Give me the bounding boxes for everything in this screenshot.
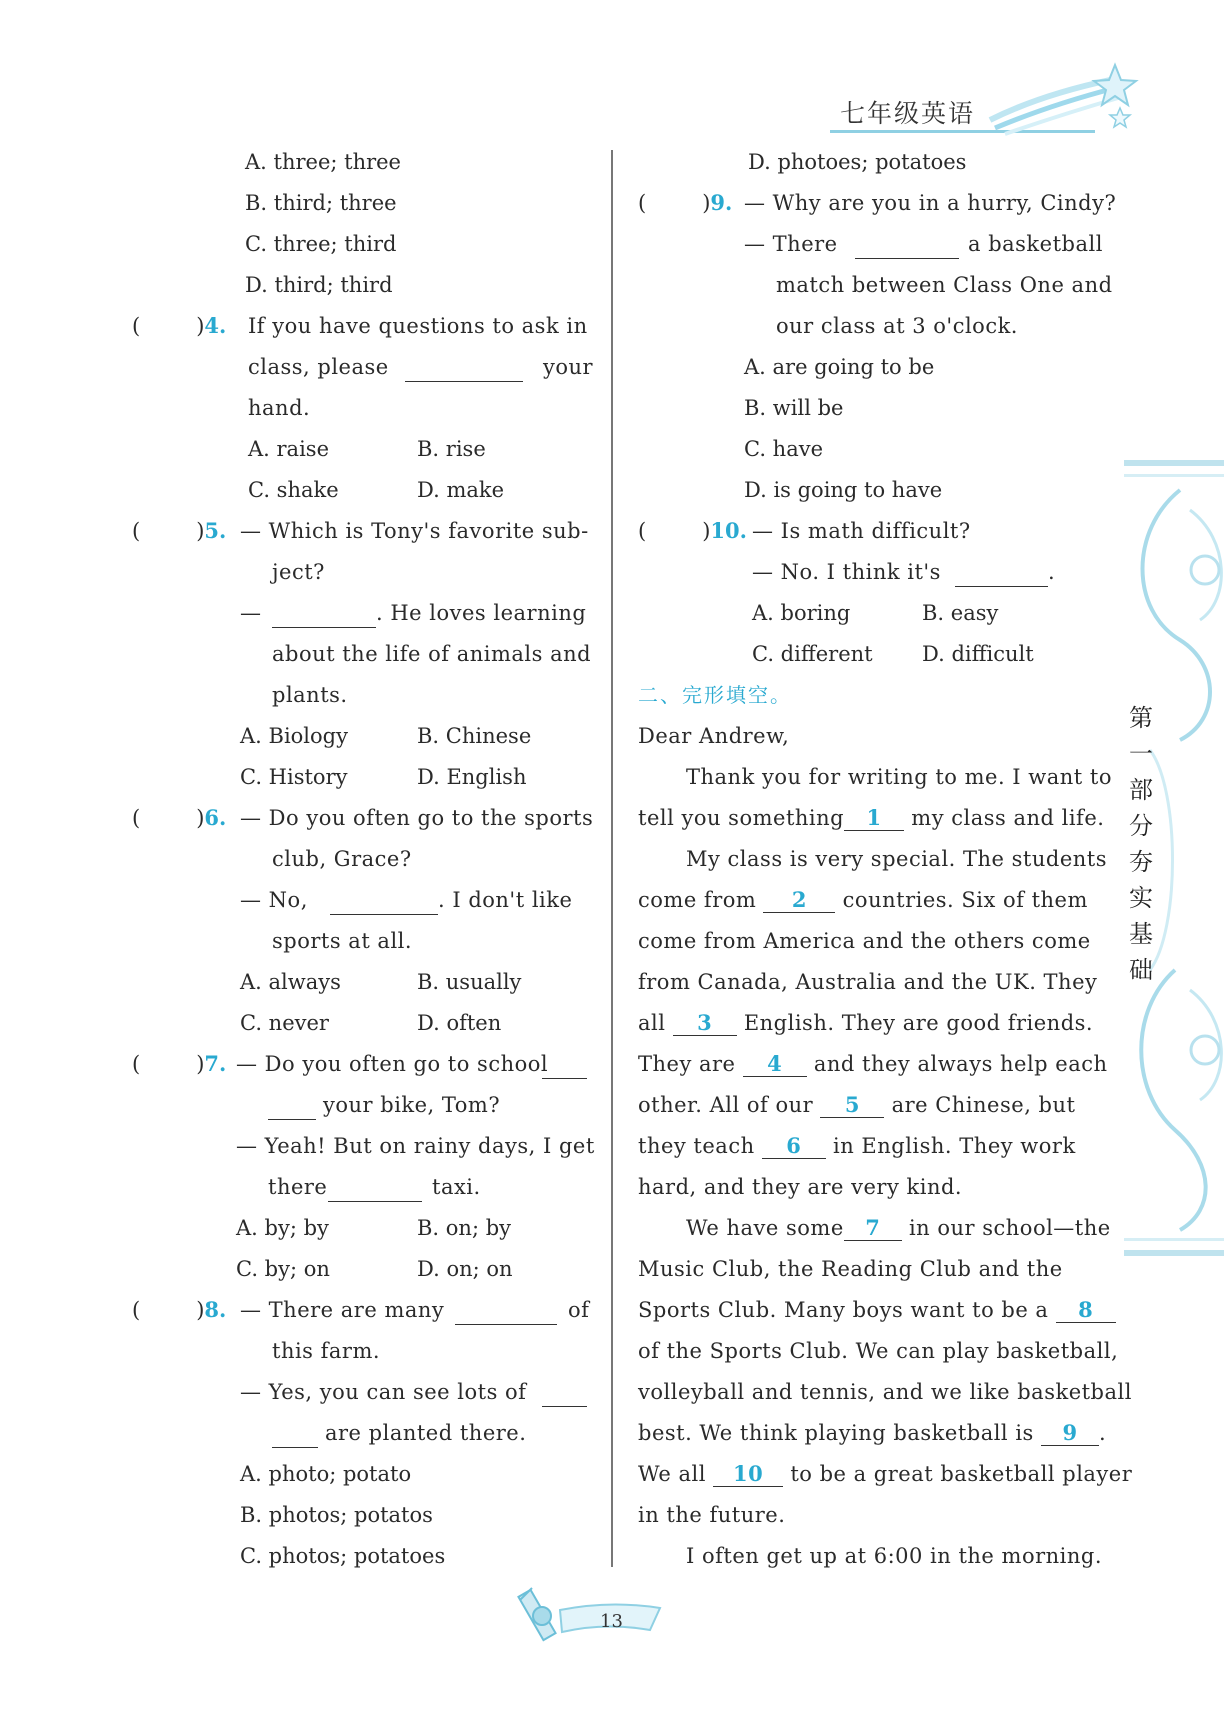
passage-line: hard, and they are very kind.: [638, 1175, 963, 1199]
cloze-blank[interactable]: 6: [762, 1134, 826, 1159]
passage-line: [638, 1459, 1132, 1489]
cloze-blank[interactable]: 8: [1056, 1298, 1116, 1323]
q5-line2: ject?: [272, 560, 325, 584]
passage-text: best. We think playing basketball is: [638, 1421, 1034, 1445]
q5-option-b[interactable]: B. Chinese: [417, 724, 532, 748]
q8-line4: are planted there.: [325, 1421, 527, 1445]
side-char: 部: [1129, 776, 1153, 804]
page-header: [830, 90, 1150, 140]
q10-option-a[interactable]: A. boring: [752, 601, 851, 625]
q8-option-d[interactable]: D. photoes; potatoes: [748, 150, 967, 174]
answer-paren-q6[interactable]: ( )6.: [132, 805, 227, 830]
q7-line2: your bike, Tom?: [323, 1093, 501, 1117]
passage-text: Sports Club. Many boys want to be a: [638, 1298, 1049, 1322]
passage-line: come from America and the others come: [638, 929, 1091, 953]
question-number: 9.: [710, 190, 733, 215]
cloze-blank[interactable]: 2: [763, 888, 835, 913]
q6-option-b[interactable]: B. usually: [417, 970, 522, 994]
q6-option-c[interactable]: C. never: [240, 1011, 329, 1035]
q4-line1: If you have questions to ask in: [248, 314, 588, 338]
answer-paren-q5[interactable]: ( )5.: [132, 518, 227, 543]
side-char: 第: [1129, 704, 1153, 732]
q10-option-c[interactable]: C. different: [752, 642, 873, 666]
answer-paren-q10[interactable]: ( )10.: [638, 518, 747, 543]
passage-line: [686, 1213, 1111, 1243]
q7-option-c[interactable]: C. by; on: [236, 1257, 330, 1281]
answer-paren-q4[interactable]: ( )4.: [132, 313, 227, 338]
q5-line3: . He loves learning: [376, 601, 587, 625]
answer-blank[interactable]: [955, 564, 1048, 587]
q9-line1: — Why are you in a hurry, Cindy?: [744, 191, 1117, 215]
passage-text: all: [638, 1011, 666, 1035]
answer-blank[interactable]: [542, 1056, 587, 1079]
q4-option-a[interactable]: A. raise: [248, 437, 329, 461]
question-number: 7.: [204, 1051, 227, 1076]
answer-blank[interactable]: [330, 892, 438, 915]
passage-text: to be a great basketball player: [790, 1462, 1133, 1486]
q3-option-a[interactable]: A. three; three: [245, 150, 401, 174]
passage-line: [638, 1008, 1093, 1038]
q3-option-d[interactable]: D. third; third: [245, 273, 393, 297]
q5-line5: plants.: [272, 683, 348, 707]
passage-text: English. They are good friends.: [743, 1011, 1094, 1035]
passage-line: from Canada, Australia and the UK. They: [638, 970, 1098, 994]
side-section-label: [1126, 700, 1156, 988]
answer-paren-q9[interactable]: ( )9.: [638, 190, 733, 215]
q8-line1: — There are many: [240, 1298, 445, 1322]
passage-line: [638, 1295, 1116, 1325]
passage-line: [638, 1418, 1106, 1448]
q8-option-c[interactable]: C. photos; potatoes: [240, 1544, 446, 1568]
q3-option-b[interactable]: B. third; three: [245, 191, 397, 215]
question-number: 4.: [204, 313, 227, 338]
satellite-icon: [510, 1580, 670, 1650]
q4-option-b[interactable]: B. rise: [417, 437, 486, 461]
answer-blank[interactable]: [405, 359, 523, 382]
question-number: 6.: [204, 805, 227, 830]
answer-blank[interactable]: [272, 1425, 318, 1448]
passage-line: in the future.: [638, 1503, 786, 1527]
q9-line3: match between Class One and: [776, 273, 1113, 297]
passage-text: my class and life.: [911, 806, 1105, 830]
q10-option-b[interactable]: B. easy: [922, 601, 999, 625]
cloze-blank[interactable]: 10: [713, 1462, 783, 1487]
q4-line2: [248, 352, 389, 382]
q4-text: class, please: [248, 355, 389, 379]
q6-line1: — Do you often go to the sports: [240, 806, 594, 830]
q4-line3: hand.: [248, 396, 311, 420]
q6-line3: — No,: [240, 888, 308, 912]
passage-text: come from: [638, 888, 757, 912]
question-number: 5.: [204, 518, 227, 543]
passage-text: We have some: [686, 1216, 844, 1240]
q3-option-c[interactable]: C. three; third: [245, 232, 397, 256]
side-char: 夯: [1129, 848, 1153, 876]
answer-blank[interactable]: [855, 236, 959, 259]
side-char: 实: [1129, 884, 1153, 912]
q7-line4-end: taxi.: [432, 1175, 481, 1199]
page-number: 13: [600, 1611, 623, 1632]
q9-option-b[interactable]: B. will be: [744, 396, 844, 420]
q9-option-d[interactable]: D. is going to have: [744, 478, 943, 502]
q9-line2: — There: [744, 232, 838, 256]
passage-text: and they always help each: [813, 1052, 1108, 1076]
q8-line3: — Yes, you can see lots of: [240, 1380, 527, 1404]
q7-option-d[interactable]: D. on; on: [417, 1257, 513, 1281]
passage-line: [638, 803, 1104, 833]
passage-line: Thank you for writing to me. I want to: [686, 765, 1112, 789]
passage-line: [638, 1131, 1076, 1161]
header-title: 七年级英语: [840, 99, 976, 128]
q10-line1: — Is math difficult?: [752, 519, 971, 543]
q4-line2-end: your: [543, 355, 594, 379]
passage-text: are Chinese, but: [891, 1093, 1076, 1117]
q9-line2-end: a basketball: [968, 232, 1103, 256]
passage-text: in our school—the: [908, 1216, 1111, 1240]
q6-line4: sports at all.: [272, 929, 413, 953]
answer-paren-q8[interactable]: ( )8.: [132, 1297, 227, 1322]
answer-blank[interactable]: [328, 1179, 422, 1202]
cloze-blank[interactable]: 5: [820, 1093, 884, 1118]
shooting-star-icon: [980, 60, 1140, 140]
cloze-blank[interactable]: 4: [743, 1052, 807, 1077]
passage-text: in English. They work: [832, 1134, 1076, 1158]
passage-line: [638, 1049, 1108, 1079]
q8-line2: this farm.: [272, 1339, 381, 1363]
answer-blank[interactable]: [272, 605, 376, 628]
passage-text: they teach: [638, 1134, 755, 1158]
q10-line2-end: .: [1048, 560, 1056, 584]
passage-line: [638, 1090, 1075, 1120]
side-char: 分: [1129, 812, 1153, 840]
side-char: 础: [1129, 956, 1153, 984]
q10-option-d[interactable]: D. difficult: [922, 642, 1034, 666]
passage-line: [638, 885, 1088, 915]
q7-line3: — Yeah! But on rainy days, I get: [236, 1134, 595, 1158]
letter-greeting: Dear Andrew,: [638, 724, 790, 748]
passage-line: of the Sports Club. We can play basketball,: [638, 1339, 1119, 1363]
question-number: 8.: [204, 1297, 227, 1322]
question-number: 10.: [710, 518, 747, 543]
q6-line3-end: . I don't like: [438, 888, 573, 912]
q5-dash: —: [240, 601, 262, 625]
q10-line2: — No. I think it's: [752, 560, 941, 584]
q8-option-a[interactable]: A. photo; potato: [240, 1462, 412, 1486]
q8-option-b[interactable]: B. photos; potatos: [240, 1503, 433, 1527]
passage-line: My class is very special. The students: [686, 847, 1108, 871]
q7-option-b[interactable]: B. on; by: [417, 1216, 512, 1240]
passage-text: tell you something: [638, 806, 845, 830]
side-char: 基: [1129, 920, 1153, 948]
cloze-blank[interactable]: 7: [844, 1216, 902, 1241]
q7-option-a[interactable]: A. by; by: [236, 1216, 329, 1240]
q6-option-a[interactable]: A. always: [240, 970, 341, 994]
q4-option-d[interactable]: D. make: [417, 478, 505, 502]
passage-line: I often get up at 6:00 in the morning.: [686, 1544, 1103, 1568]
q9-option-c[interactable]: C. have: [744, 437, 824, 461]
q5-line1: — Which is Tony's favorite sub-: [240, 519, 589, 543]
q7-line1: — Do you often go to school: [236, 1052, 549, 1076]
side-char: 一: [1129, 740, 1153, 768]
q9-option-a[interactable]: A. are going to be: [744, 355, 935, 379]
answer-paren-q7[interactable]: ( )7.: [132, 1051, 227, 1076]
passage-text: We all: [638, 1462, 706, 1486]
answer-blank[interactable]: [268, 1097, 316, 1120]
answer-blank[interactable]: [455, 1302, 557, 1325]
passage-text: They are: [638, 1052, 736, 1076]
q9-line4: our class at 3 o'clock.: [776, 314, 1018, 338]
cloze-blank[interactable]: 9: [1041, 1421, 1099, 1446]
answer-blank[interactable]: [542, 1384, 587, 1407]
q7-line4: there: [268, 1175, 328, 1199]
q6-option-d[interactable]: D. often: [417, 1011, 502, 1035]
passage-text: countries. Six of them: [842, 888, 1088, 912]
passage-text: .: [1099, 1421, 1107, 1445]
q5-option-a[interactable]: A. Biology: [240, 724, 348, 748]
passage-text: other. All of our: [638, 1093, 814, 1117]
section-title: 二、完形填空。: [638, 683, 792, 707]
q5-option-c[interactable]: C. History: [240, 765, 348, 789]
passage-line: volleyball and tennis, and we like basketball: [638, 1380, 1132, 1404]
column-divider: [611, 150, 613, 1567]
cloze-blank[interactable]: 3: [673, 1011, 737, 1036]
q8-line1-end: of: [568, 1298, 590, 1322]
q5-option-d[interactable]: D. English: [417, 765, 527, 789]
passage-line: Music Club, the Reading Club and the: [638, 1257, 1063, 1281]
q6-line2: club, Grace?: [272, 847, 412, 871]
cloze-blank[interactable]: 1: [844, 806, 904, 831]
q4-option-c[interactable]: C. shake: [248, 478, 339, 502]
q5-line4: about the life of animals and: [272, 642, 592, 666]
